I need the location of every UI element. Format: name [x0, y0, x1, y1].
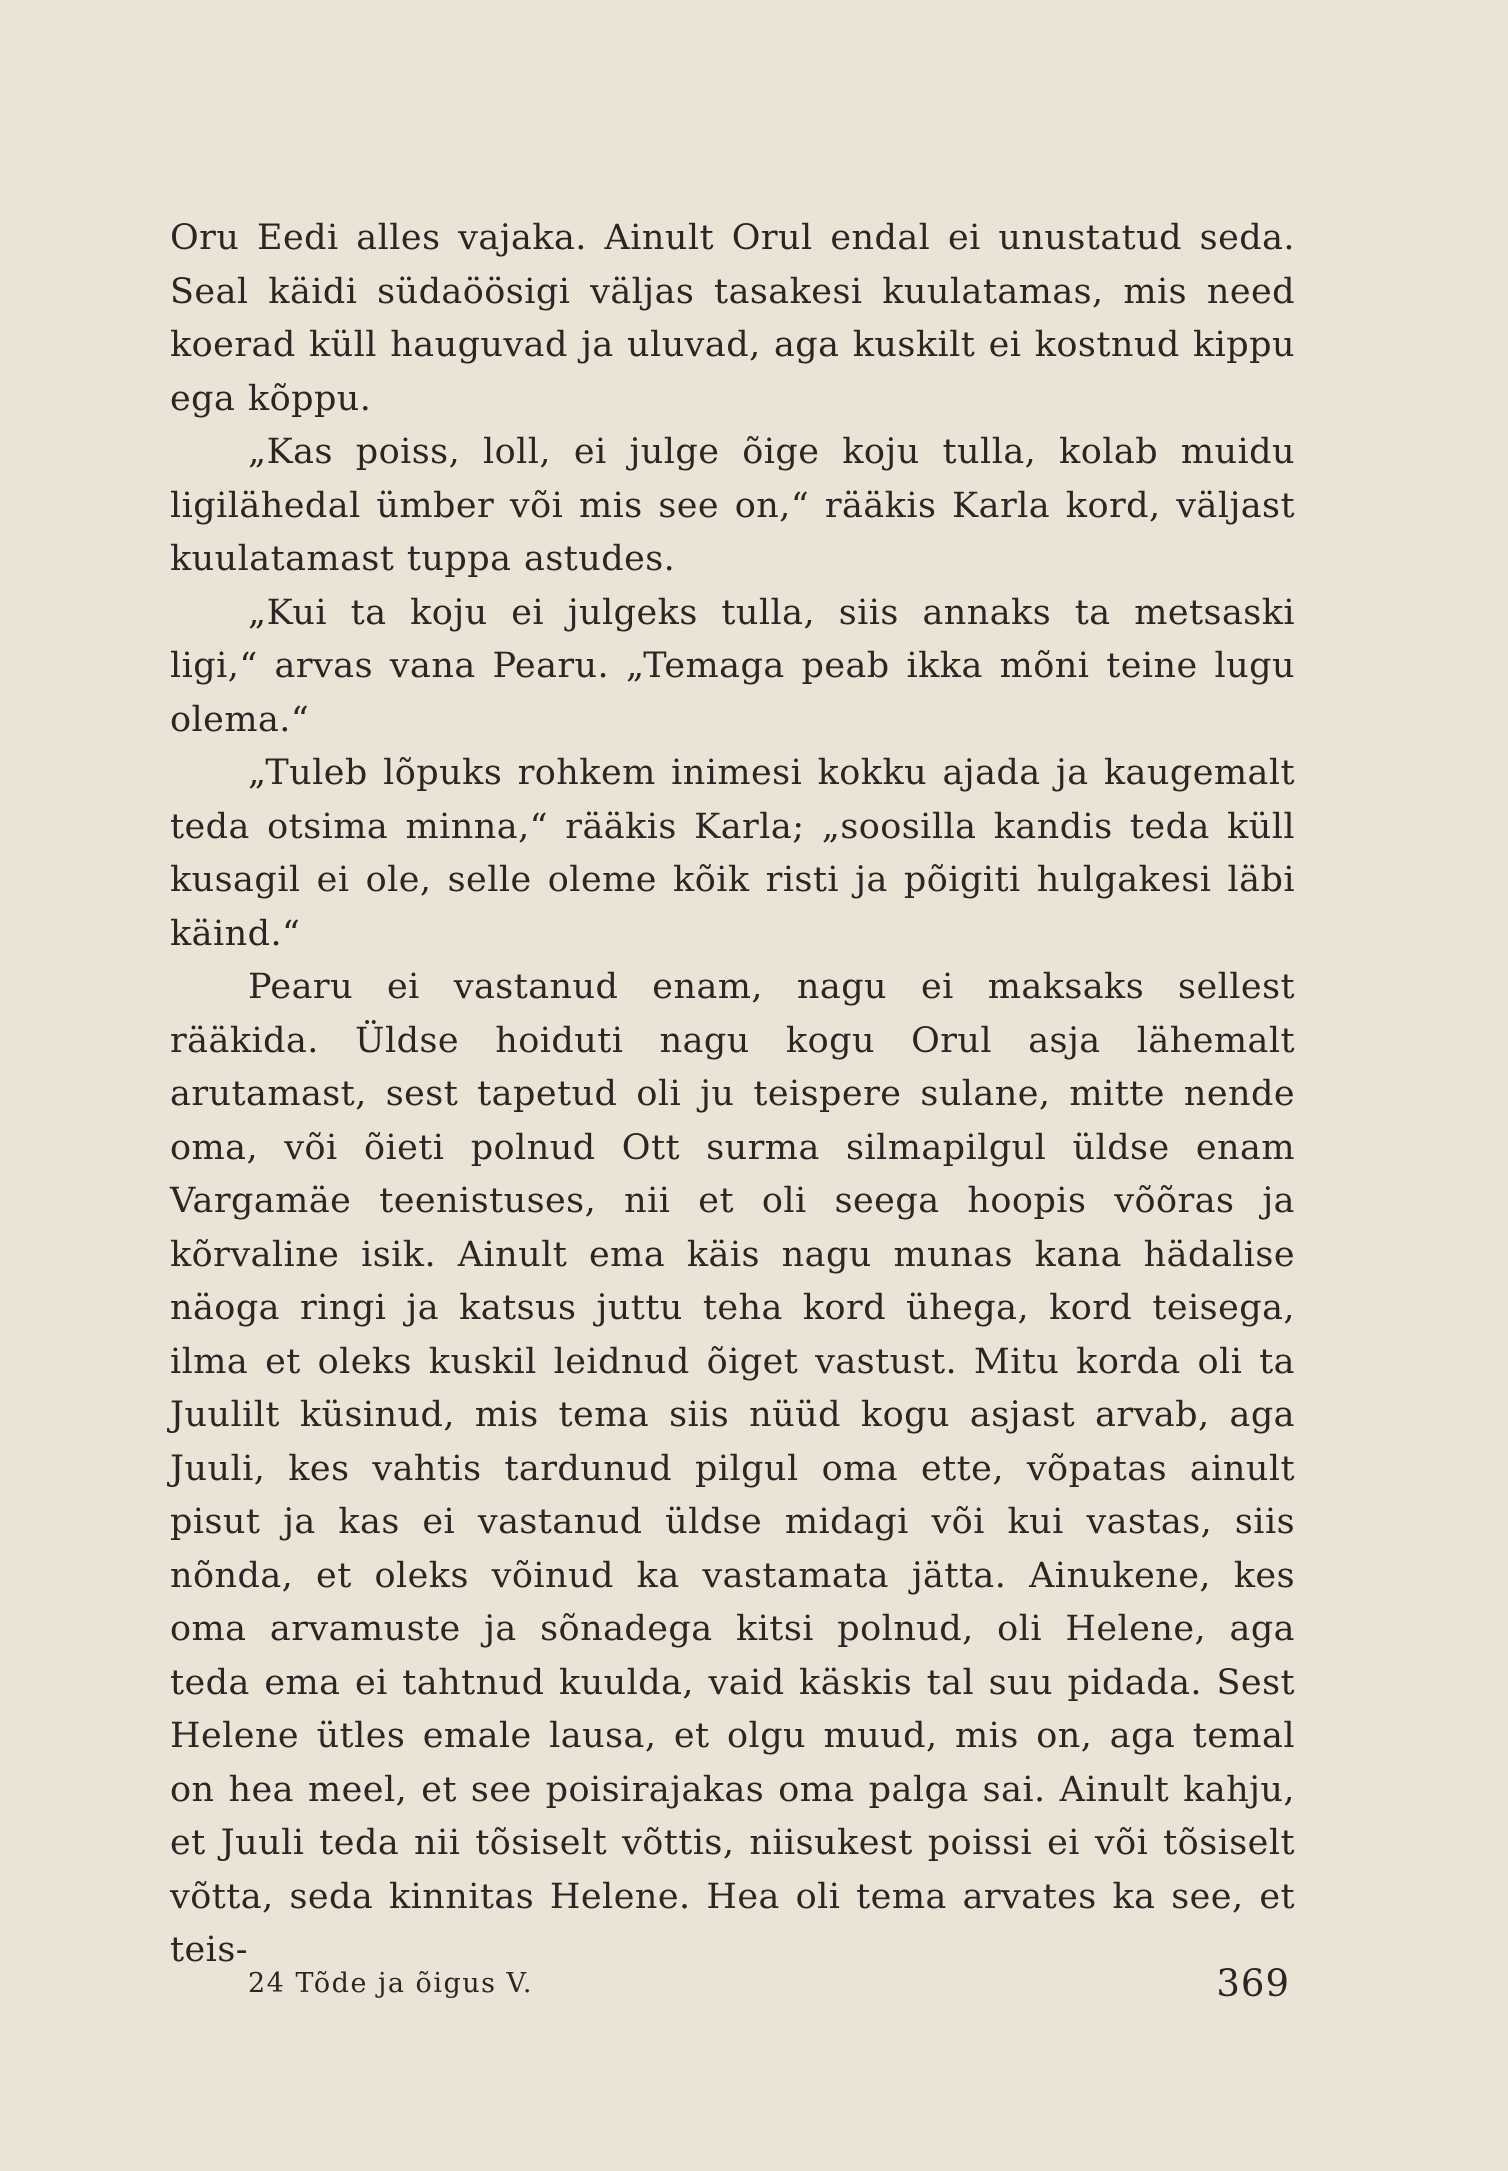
- signature-mark: 24 Tõde ja õigus V.: [248, 1968, 533, 1999]
- paragraph: „Tuleb lõpuks rohkem inimesi kokku ajada ja kaugemalt teda otsima minna,“ rääkis Karla; „soosilla kandis teda küll kusagil ei ole, selle oleme kõik risti ja põigiti hulgakesi läbi käind.“: [170, 753, 1295, 954]
- paragraph: „Kui ta koju ei julgeks tulla, siis annaks ta metsaski ligi,“ arvas vana Pearu. „Temaga peab ikka mõni teine lugu olema.“: [170, 592, 1295, 740]
- page-number: 369: [1216, 1962, 1290, 2005]
- paragraph: Pearu ei vastanud enam, nagu ei maksaks sellest rääkida. Üldse hoiduti nagu kogu Orul asja lähemalt arutamast, sest tapetud oli ju teispere sulane, mitte nende oma, või õieti polnud Ott surma silmapilgul üldse enam Vargamäe teenistuses, nii et oli seega hoopis võõras ja kõrvaline isik. Ainult ema käis nagu munas kana hädalise näoga ringi ja katsus juttu teha kord ühega, kord teisega, ilma et oleks kuskil leidnud õiget vastust. Mitu korda oli ta Juulilt küsinud, mis tema siis nüüd kogu asjast arvab, aga Juuli, kes vahtis tardunud pilgul oma ette, võpatas ainult pisut ja kas ei vastanud üldse midagi või kui vastas, siis nõnda, et oleks võinud ka vastamata jätta. Ainukene, kes oma arvamuste ja sõnadega kitsi polnud, oli Helene, aga teda ema ei tahtnud kuulda, vaid käskis tal suu pidada. Sest Helene ütles emale lausa, et olgu muud, mis on, aga temal on hea meel, et see poisirajakas oma palga sai. Ainult kahju, et Juuli teda nii tõsiselt võttis, niisukest poissi ei või tõsiselt võtta, seda kinnitas Helene. Hea oli tema arvates ka see, et teis-: [170, 967, 1295, 1970]
- paragraph: „Kas poiss, loll, ei julge õige koju tulla, kolab muidu ligilähedal ümber või mis see on,“ rääkis Karla kord, väljast kuulatamast tuppa astudes.: [170, 432, 1295, 579]
- body-text: [170, 212, 1295, 1978]
- paragraph: Oru Eedi alles vajaka. Ainult Orul endal ei unustatud seda. Seal käidi südaöösigi väljas tasakesi kuulatamas, mis need koerad küll hauguvad ja uluvad, aga kuskilt ei kostnud kippu ega kõppu.: [170, 218, 1295, 419]
